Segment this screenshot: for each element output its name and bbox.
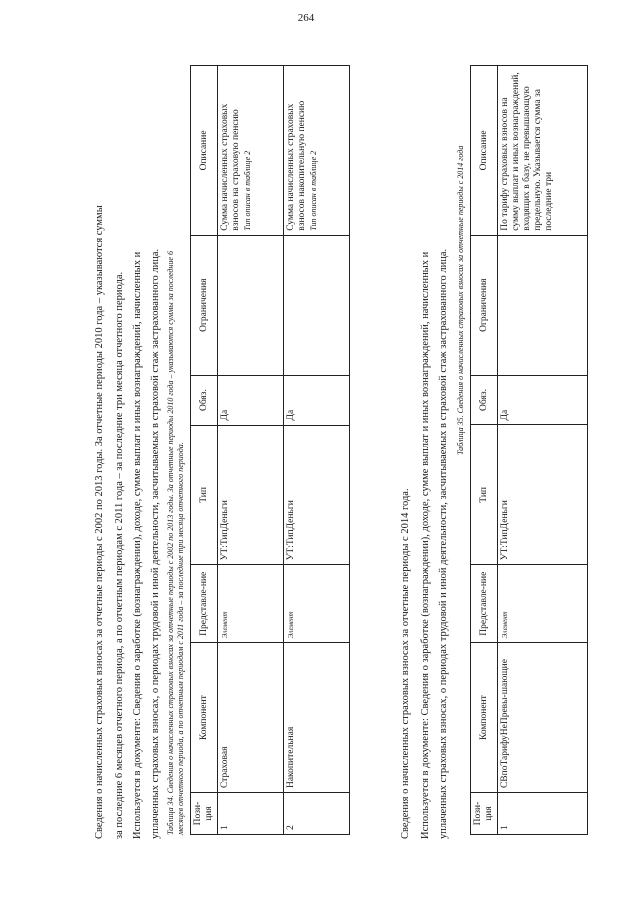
section1-usage-line2: уплаченных страховых взносах, о периодах трудовой и иной деятельности, засчитываемых в страховой стаж застрахованного лица. xyxy=(150,248,161,839)
cell-limits xyxy=(218,235,284,375)
description-text: Сумма начисленных страховых взносов накопительную пенсию xyxy=(286,100,307,231)
table35 xyxy=(470,65,588,835)
cell-required: Да xyxy=(284,375,350,425)
cell-position: 1 xyxy=(218,793,284,835)
section2-usage-line1: Используется в документе: Сведения о заработке (вознаграждении), доходе, сумме выплат и иных вознаграждений, начисленных и xyxy=(420,251,431,839)
cell-component: СВпоТарифуНеПревы-шающие xyxy=(498,643,588,793)
header-representation: Представле-ние xyxy=(471,565,498,643)
cell-position: 1 xyxy=(498,793,588,835)
cell-required: Да xyxy=(498,375,588,425)
header-position: Пози-ция xyxy=(471,793,498,835)
section1-usage-line1: Используется в документе: Сведения о заработке (вознаграждении), доходе, сумме выплат и иных вознаграждений, начисленных и xyxy=(132,251,143,839)
header-limits: Ограничения xyxy=(471,235,498,375)
header-required: Обяз. xyxy=(191,375,218,425)
cell-limits xyxy=(284,235,350,375)
table35-caption: Таблица 35. Сведения о начисленных страховых взносах за отчетные периоды с 2014 года xyxy=(456,145,465,455)
description-text: Сумма начисленных страховых взносов на страховую пенсию xyxy=(220,103,241,231)
page-number: 264 xyxy=(297,12,315,25)
header-limits: Ограничения xyxy=(191,235,218,375)
header-description: Описание xyxy=(191,66,218,236)
table-row xyxy=(218,66,284,835)
header-position: Пози-ция xyxy=(191,793,218,835)
cell-position: 2 xyxy=(284,793,350,835)
table-row xyxy=(498,66,588,835)
cell-description xyxy=(218,66,284,236)
section2-paragraph: Сведения о начисленных страховых взносах за отчетные периоды с 2014 года. xyxy=(400,488,411,839)
cell-description xyxy=(284,66,350,236)
cell-representation: Элемент xyxy=(284,565,350,643)
cell-required: Да xyxy=(218,375,284,425)
header-type: Тип xyxy=(471,425,498,565)
description-note: Тип описан в таблице 2 xyxy=(243,150,252,231)
cell-limits xyxy=(498,235,588,375)
cell-type: УТ:ТипДеньги xyxy=(284,425,350,565)
header-representation: Представле-ние xyxy=(191,565,218,643)
cell-representation: Элемент xyxy=(498,565,588,643)
table35-header-row xyxy=(471,66,498,835)
section2-usage-line2: уплаченных страховых взносах, о периодах трудовой и иной деятельности, засчитываемых в страховой стаж застрахованного лица. xyxy=(438,248,449,839)
header-component: Компонент xyxy=(191,643,218,793)
table34-caption-line1: Таблица 34. Сведения о начисленных страховых взносах за отчетные периоды с 2002 по 2013 годы. За отчетные периоды 2010 года – указываются суммы за последние 6 xyxy=(166,251,175,835)
section1-paragraph-line2: за последние 6 месяцев отчетного периода, а по отчетным периодам с 2011 года – за последние три месяца отчетного периода. xyxy=(114,271,125,839)
table-row xyxy=(284,66,350,835)
header-component: Компонент xyxy=(471,643,498,793)
cell-type: УТ:ТипДеньги xyxy=(218,425,284,565)
table34-header-row xyxy=(191,66,218,835)
cell-component: Накопительная xyxy=(284,643,350,793)
header-type: Тип xyxy=(191,425,218,565)
cell-representation: Элемент xyxy=(218,565,284,643)
description-note: Тип описан в таблице 2 xyxy=(309,150,318,231)
section1-paragraph-line1: Сведения о начисленных страховых взносах за отчетные периоды с 2002 по 2013 годы. За отчетные периоды 2010 года – указываются суммы xyxy=(94,205,105,839)
table34-caption-line2: месяцев отчетного периода, а по отчетным периодам с 2011 года – за последние три месяца отчетного периода. xyxy=(176,442,185,835)
header-description: Описание xyxy=(471,66,498,236)
table34 xyxy=(190,65,350,835)
cell-component: Страховая xyxy=(218,643,284,793)
cell-type: УТ:ТипДеньги xyxy=(498,425,588,565)
header-required: Обяз. xyxy=(471,375,498,425)
cell-description: По тарифу страховых взносов на сумму выплат и иных вознаграждений, входящих в базу, не превышающую предельную. Указывается сумма за последние три xyxy=(498,66,588,236)
